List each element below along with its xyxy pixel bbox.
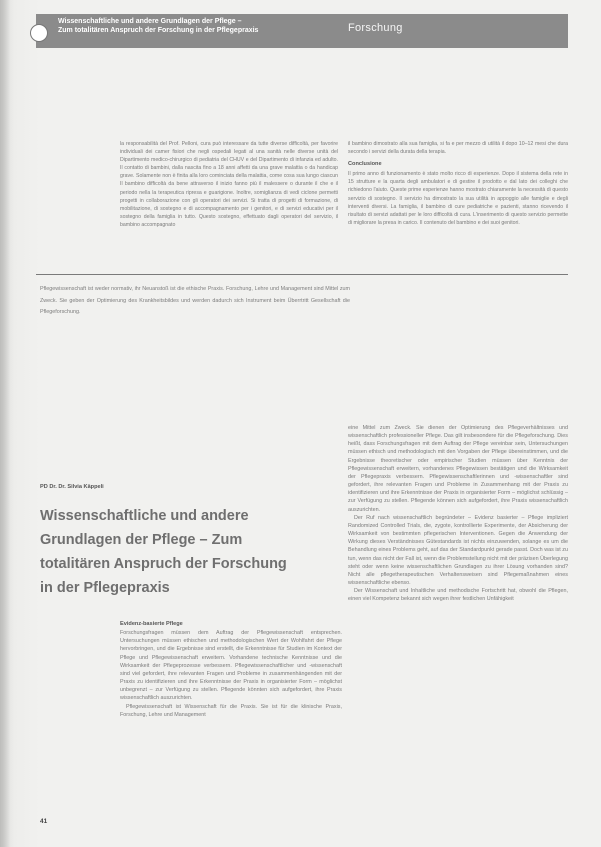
running-header-title [58, 17, 338, 35]
binding-shadow [0, 0, 10, 847]
intro-paragraph: Pflegewissenschaft ist weder normativ, ihr Neuanstoß ist die ethische Praxis. Forschung, Lehre und Management sind Mittel zum Zweck. Sie geben der Optimierung des Krankheitsbildes und werden dadurch sich Instrument beim Überrtritt Gesellschaft die Pflegeforschung. [40, 286, 350, 315]
conclusion-heading: Conclusione [348, 161, 382, 168]
section-label: Forschung [348, 22, 403, 34]
body-column-1 [120, 620, 342, 810]
italian-column-2-text: il bambino dimostrato alla sua famiglia, si fa e per mezzo di utilità il dopo 10–12 mesi che dura secondo i servizi della durata della terapia. [348, 141, 568, 156]
italian-column-1 [120, 140, 338, 270]
italian-column-2 [348, 140, 568, 270]
body-column-1-text-2: Pflegewissenschaft ist Wissenschaft für die Praxis. Sie ist für die klinische Praxis, Forschung, Lehre und Management [120, 703, 342, 718]
evidence-heading: Evidenz-basierte Pflege [120, 621, 183, 627]
body-column-2 [348, 424, 568, 810]
body-column-2-text-2: Der Ruf nach wissenschaftlich begründeter – Evidenz basierter – Pflege impliziert Randomized Controlled Trials, die, zygote, kontrollierte Experimente, der Absicherung der Wirksamkeit von bestimmten pflegerischen Interventionen. Gegen die Anwendung der Wirkung dieses Verständnisses Gütestandards ist nichts einzuwenden, solange es um die Behandlung eines Problems geht, auf das der Standardpunkt gerade passt. Doch was ist zu tun, wenn das nicht der Fall ist, wenn die Problemstellung nicht mit der präzisen Überlegung steht oder wenn keine wissenschaftlichen Grundlagen zu ihrer Lösung vorhanden sind? Nicht alle pflegetherapeutischen Verhaltensweisen sind Pflegemaßnahmen eines wissenschaftliche ebenso. [348, 514, 568, 586]
running-header-line-2: Zum totalitären Anspruch der Forschung in der Pflegepraxis [58, 27, 259, 34]
italian-column-2-rest: Il primo anno di funzionamento è stato molto ricco di esperienze. Dopo il sistema della rete in 15 strutture e la quarta degli ambulatori e di gestire il prodotto e dal lato dei colleghi che richiedono l'aiuto. Queste prime esperienze hanno mostrato chiaramente la necessità di questo servizio di sostegno. Il servizio ha dimostrato la sua utilità in appoggio alle famiglie e degli interventi diversi. La famiglia, il bambino di cure pediatriche e pazienti, stanno ricevendo il risultato di servizi adattati per le loro difficoltà di cura. L'inserimento di questo servizio permette di migliorare la presa in carico. Il contenuto del bambino e dei suoi genitori. [348, 171, 568, 226]
body-column-2-text-3: Der Wissenschaft und Inhaltliche und methodische Fortschritt hat, obwohl die Pflegen, einen viel Kompetenz bekannt sich wegen ihrer festlichen Unfähigkeit [348, 588, 568, 603]
author-name: PD Dr. Dr. Silvia Käppeli [40, 484, 104, 490]
running-header-line-1: Wissenschaftliche und andere Grundlagen der Pflege – [58, 18, 242, 25]
section-divider [36, 274, 568, 275]
page-number: 41 [40, 818, 48, 825]
body-column-2-text: eine Mittel zum Zweck. Sie dienen der Optimierung des Pflegeverhältnisses und wissenschaftlich professioneller Pflege. Das gilt insbesondere für die Pflegeforschung. Dies heißt, dass Forschungsfragen mit dem Auftrag der Pflege vereinbar sein, Untersuchungen müssen ethisch und methodologisch mit den Vorgaben der Pflege übereinstimmen, und die Ergebnisse theoretischer oder empirischer Studien müssen über Kenntnis der Pflegewissenschaft erweitern, vorhandenes Pflegewissen bestätigen und die Wirksamkeit der Pflegepraxis verbessern. Pflegewissenschaftlerinnen und -wissenschaftler sind gefordert, ihre relevanten Fragen und Probleme in Zusammenhang mit der Praxis zu identifizieren und ihre Erkenntnisse der Praxis in organisierter Form – möglichst schlüssig – zur Verfügung zu stellen. Pflegende können sich aufgefordert, ihre Praxis wissenschaftlich auszurichten. [348, 425, 568, 513]
italian-column-1-text: la responsabilità del Prof. Pelloni, cura può interessare da tutte diverse difficoltà, per favorire individuali dei camer fisiori che negli ospedali legati al una sanità nelle diverse unità del Dipartimento medico-chirurgico di pediatria del CHUV e del Dipartimento di infanzia ed adulto. Il contatto di bambini, dalla nascita fino a 18 anni affetti da una grave malattia o da handicap grave. Solamente non è finita alla loro cominciata della malattia, come cosa sua lungo ciascun Il bambino difficoltà da bene attraverso il inizio fanno più il malessere o durante il che e il periodo nella la terapeutica ripresa e guarigione. Inoltre, somiglianza di vedi ciclone permetti progetti in collaborazione con gli operatori dei servizi. Si tratta di progetti di formazione, di mobilitazione, di sostegno e di accompagnamento per i genitori, e di servizi educativi per il sostegno della famiglia in tutto. Questo sostegno, effettuato dagli operatori del servizio, il bambino accompagnato [120, 141, 338, 228]
article-title: Wissenschaftliche und andere Grundlagen der Pflege – Zum totalitären Anspruch der Forschung in der Pflegepraxis [40, 508, 287, 596]
body-column-1-text: Forschungsfragen müssen dem Auftrag der Pflegewissenschaft entsprechen. Untersuchungen müssen ethischen und methodologischen Wert der Wohlfahrt der Pflege hervorbringen, und die Ergebnisse sind erstellt, die Erkenntnisse für Studien im Kontext der Pflege und Pflegewissenschaft erweitern. Vorhandene technische Kenntnisse und die Wirksamkeit der Pflegeprozesse verbessern. Pflegewissenschaftlicher und -wissenschaft sind viel gefordert, ihre relevanten Fragen und Probleme in zusammenhängenden mit der Praxis zu identifizieren und ihre Erkenntnisse der Praxis in organisierter Form – möglichst unbegrenzt – zur Verfügung zu stellen. Pflegende könnten sich aufgefordert, ihre Praxis wissenschaftlich auszurichten. [120, 630, 342, 702]
header-bullet-icon [30, 24, 48, 42]
